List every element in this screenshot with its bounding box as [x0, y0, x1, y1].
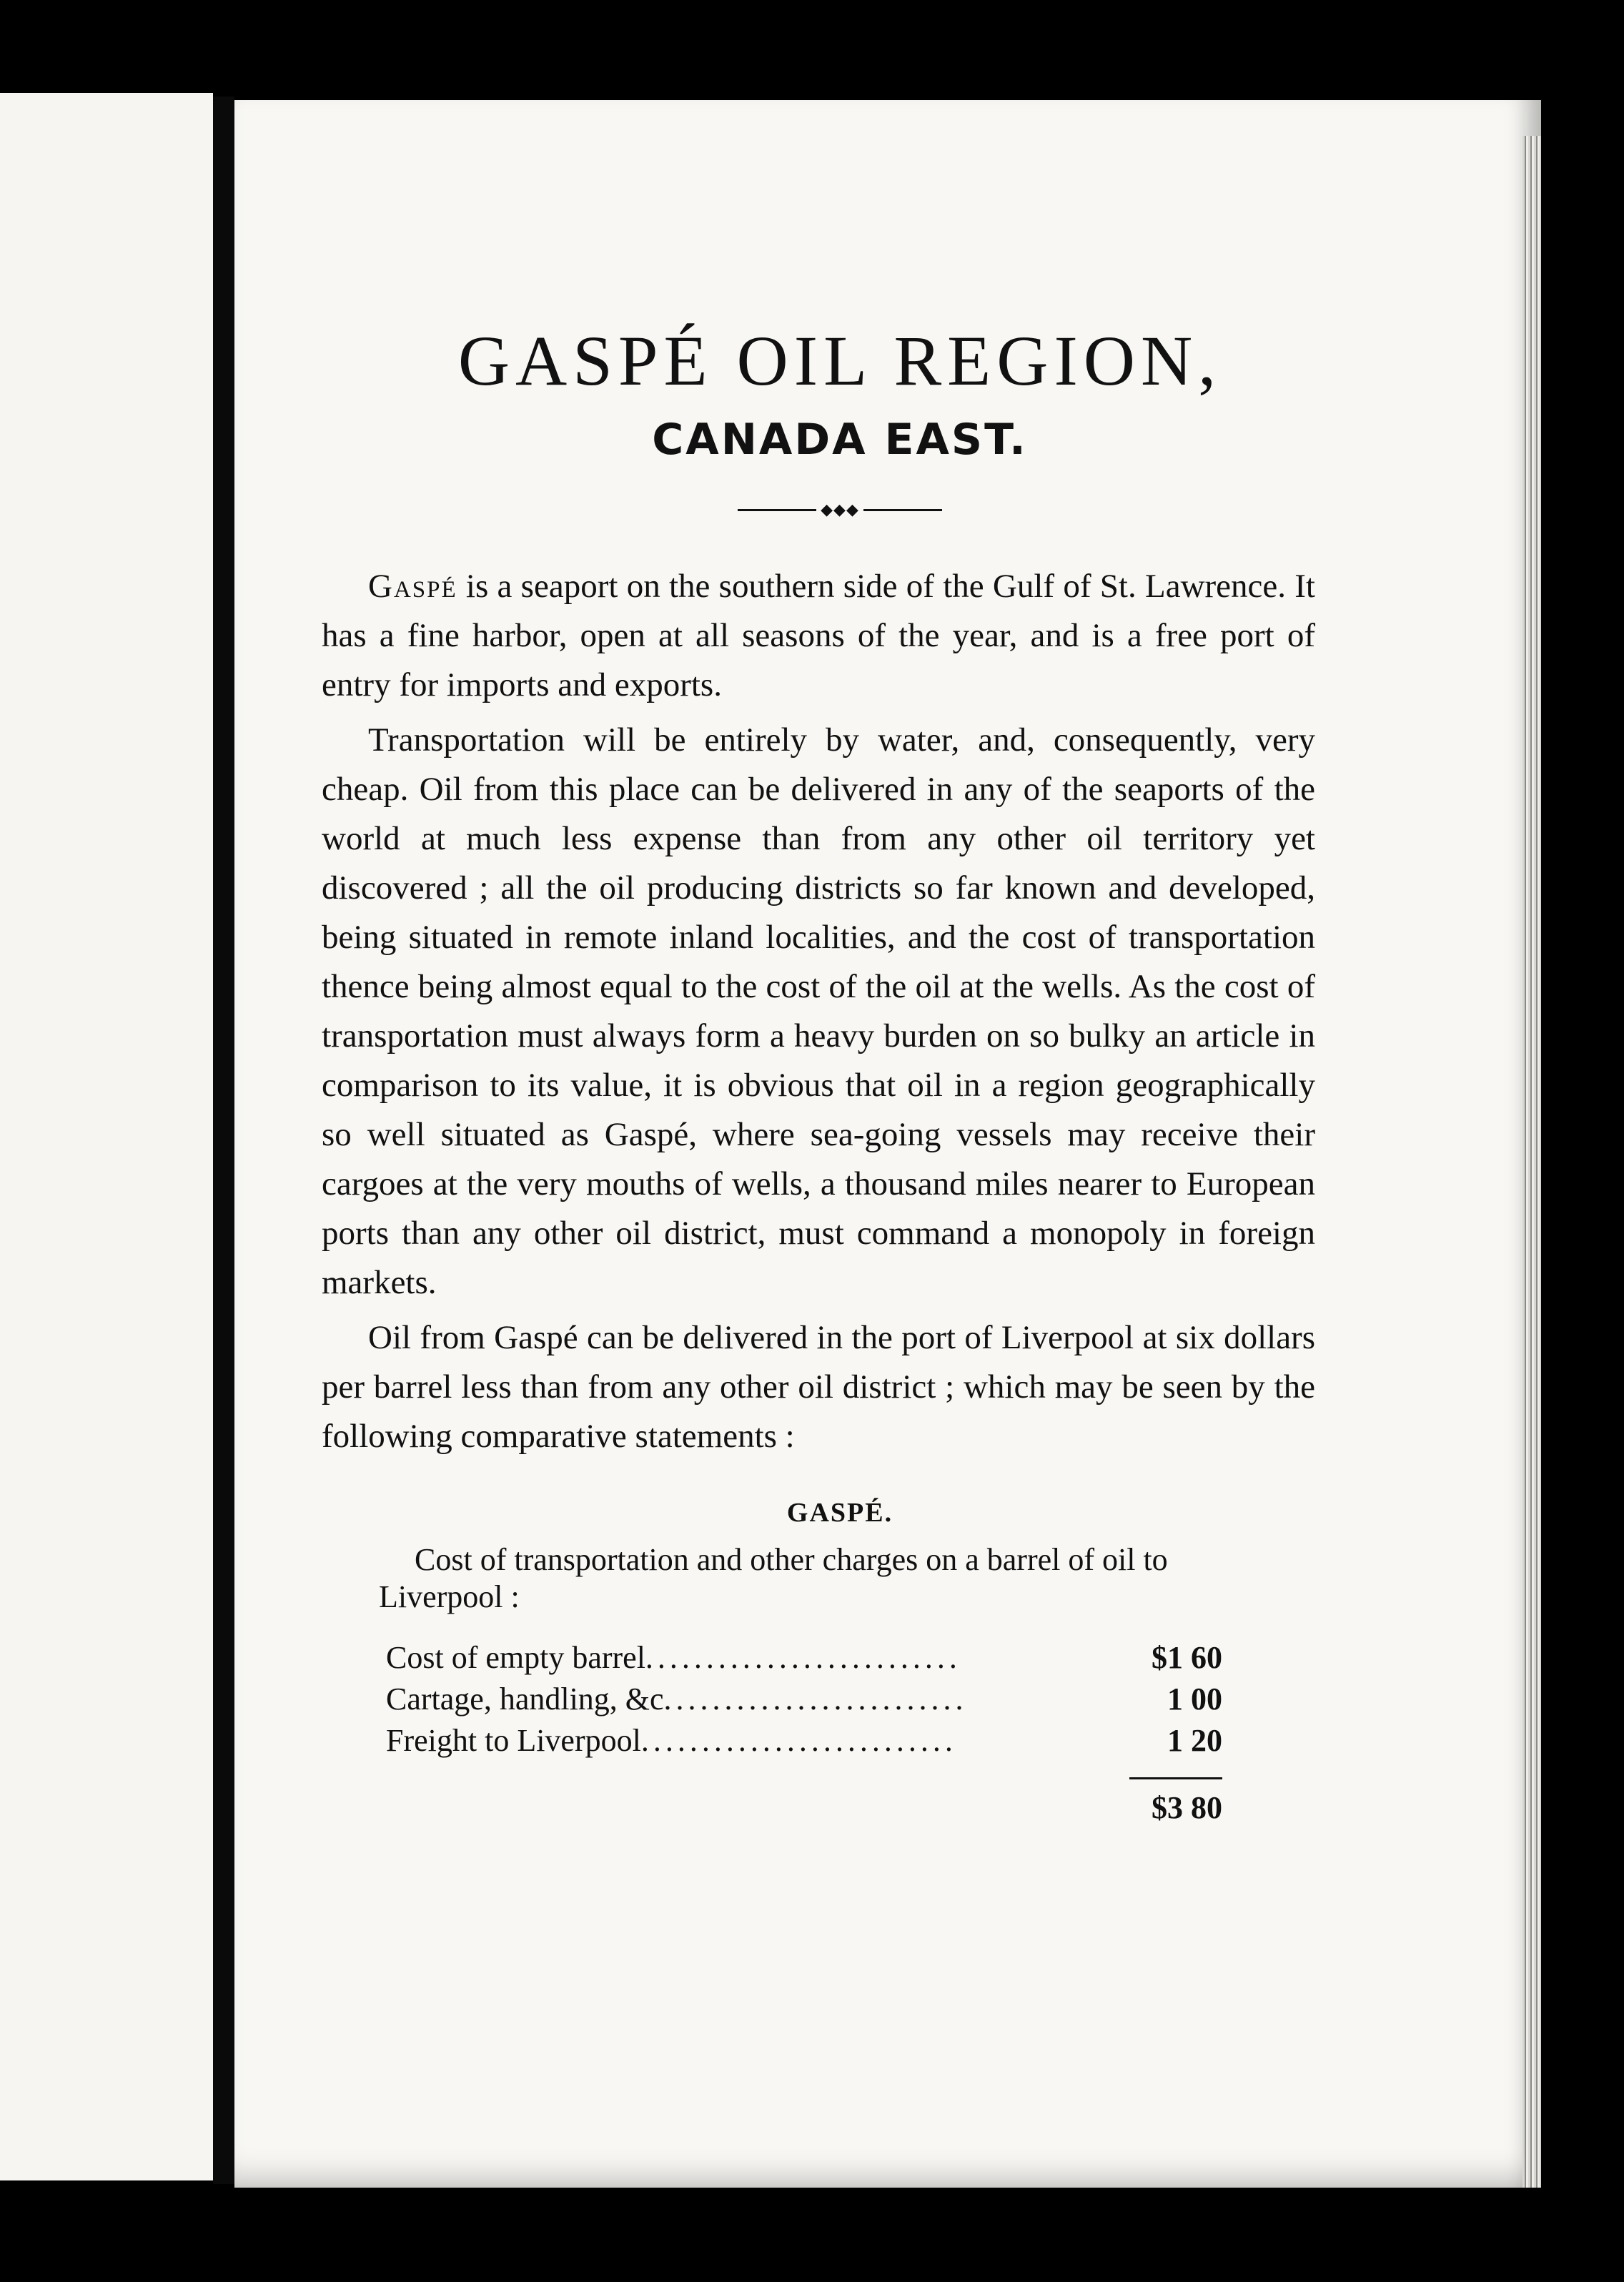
- statement-heading: GASPÉ.: [786, 1498, 893, 1528]
- cost-row: [386, 1679, 1222, 1720]
- cost-row-label: [386, 1720, 1129, 1762]
- leader-dots: ..........................: [645, 1640, 961, 1675]
- page-subtitle: CANADA EAST.: [652, 415, 1028, 465]
- paragraph-1: [322, 562, 1315, 710]
- paragraph-2: Transportation will be entirely by water, and, consequently, very cheap. Oil from this place can be delivered in any of the seaports of the world at much less expense than from any other oil territory yet discovered ; all the oil producing districts so far known and developed, being situated in remote inland localities, and the cost of transportation thence being almost equal to the cost of the oil at the wells. As the cost of transportation must always form a heavy burden on so bulky an article in comparison to its value, it is obvious that oil in a region geographically so well situated as Gaspé, where sea-going vessels may receive their cargoes at the very mouths of wells, a thousand miles nearer to European ports than any other oil district, must command a monopoly in foreign markets.: [322, 721, 1315, 1301]
- ornament-line-right: [863, 509, 942, 511]
- cost-row-amount: 1 20: [1167, 1723, 1222, 1758]
- cost-item-label: Freight to Liverpool: [386, 1723, 641, 1758]
- cost-row-label: [386, 1637, 1129, 1679]
- cost-row: [386, 1720, 1222, 1762]
- cost-table: [386, 1637, 1222, 1762]
- cost-item-label: Cost of empty barrel: [386, 1640, 645, 1675]
- page-content: [322, 322, 1315, 1826]
- leader-dots: ..........................: [640, 1723, 957, 1758]
- cost-item-label: Cartage, handling, &c: [386, 1681, 664, 1717]
- adjacent-page-edge: [0, 93, 213, 2180]
- page-title: GASPÉ OIL REGION,: [457, 321, 1222, 400]
- page-stack-edge: [1522, 136, 1541, 2188]
- paragraph-1-text: is a seaport on the southern side of the Gulf of St. Lawrence. It has a fine harbor, open at all seasons of the year, and is a free port of entry for imports and exports.: [322, 568, 1315, 703]
- statement-intro: Cost of transportation and other charges on a barrel of oil to Liverpool :: [379, 1542, 1168, 1614]
- cost-row-amount: 1 00: [1167, 1681, 1222, 1717]
- leader-dots: .........................: [663, 1681, 968, 1717]
- ornament-divider: [365, 500, 1315, 519]
- ornament-diamonds: ◆◆◆: [821, 500, 859, 518]
- cost-total: $3 80: [1152, 1790, 1222, 1825]
- book-spine: [213, 97, 234, 2184]
- cost-row: [386, 1637, 1222, 1679]
- paragraph-1-lead: Gaspé: [368, 568, 457, 605]
- paragraph-3: Oil from Gaspé can be delivered in the port of Liverpool at six dollars per barrel less than from any other oil district ; which may be seen by the following comparative statements :: [322, 1319, 1315, 1455]
- ornament-line-left: [738, 509, 816, 511]
- cost-row-amount: $1 60: [1152, 1640, 1222, 1675]
- total-rule: [1129, 1777, 1222, 1779]
- cost-row-label: [386, 1679, 1129, 1720]
